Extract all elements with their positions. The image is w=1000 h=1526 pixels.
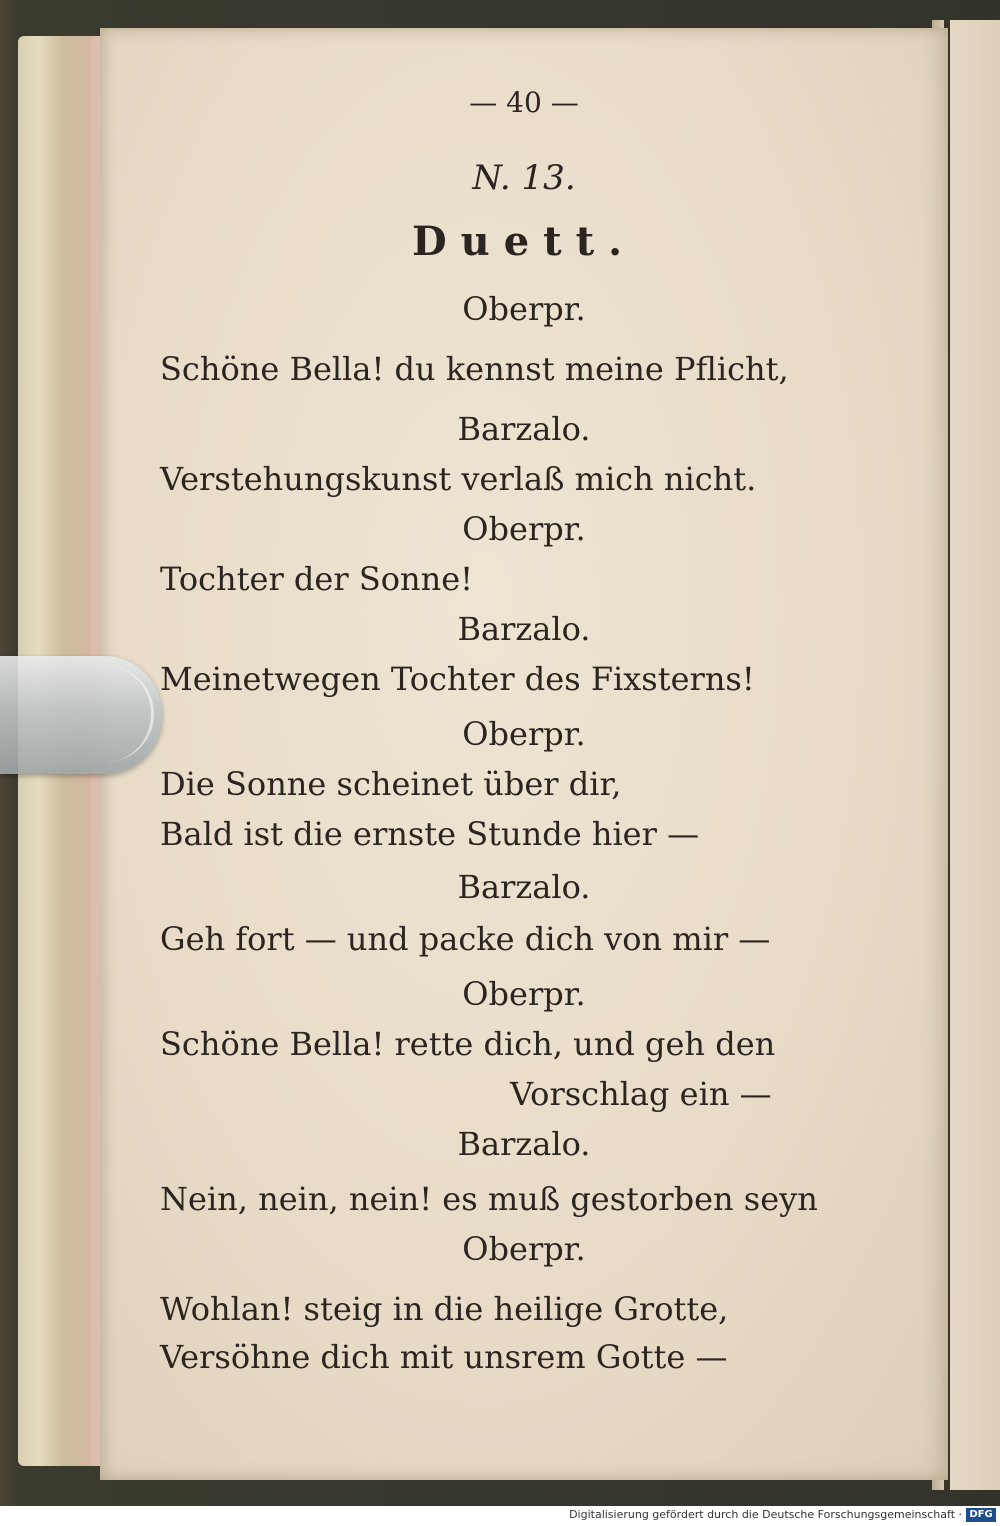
speaker-name: Oberpr. [462, 1230, 586, 1268]
dfg-logo: DFG [966, 1508, 996, 1522]
footer-credit: Digitalisierung gefördert durch die Deutsche Forschungsgemeinschaft · [569, 1508, 962, 1521]
verse-line: Nein, nein, nein! es muß gestorben seyn [160, 1180, 818, 1218]
speaker-name: Oberpr. [462, 715, 586, 753]
verse-line: Bald ist die ernste Stunde hier — [160, 815, 700, 853]
verse-line: Verstehungskunst verlaß mich nicht. [160, 460, 757, 498]
speaker-name: Oberpr. [462, 975, 586, 1013]
piece-number: N. 13. [472, 158, 576, 198]
speaker-name: Barzalo. [457, 410, 591, 448]
verse-line: Die Sonne scheinet über dir, [160, 765, 622, 803]
verse-line: Tochter der Sonne! [160, 560, 474, 598]
verse-line: Schöne Bella! du kennst meine Pflicht, [160, 350, 789, 388]
verse-line: Geh fort — und packe dich von mir — [160, 920, 771, 958]
speaker-name: Barzalo. [457, 1125, 591, 1163]
verse-line: Versöhne dich mit unsrem Gotte — [160, 1338, 728, 1376]
speaker-name: Barzalo. [457, 610, 591, 648]
speaker-name: Barzalo. [457, 868, 591, 906]
speaker-name: Oberpr. [462, 510, 586, 548]
page-number: — 40 — [469, 86, 579, 119]
verse-line: Vorschlag ein — [510, 1075, 772, 1113]
piece-title: Duett. [411, 218, 637, 265]
verse-line: Wohlan! steig in die heilige Grotte, [160, 1290, 729, 1328]
speaker-name: Oberpr. [462, 290, 586, 328]
verse-line: Schöne Bella! rette dich, und geh den [160, 1025, 776, 1063]
verse-line: Meinetwegen Tochter des Fixsterns! [160, 660, 755, 698]
